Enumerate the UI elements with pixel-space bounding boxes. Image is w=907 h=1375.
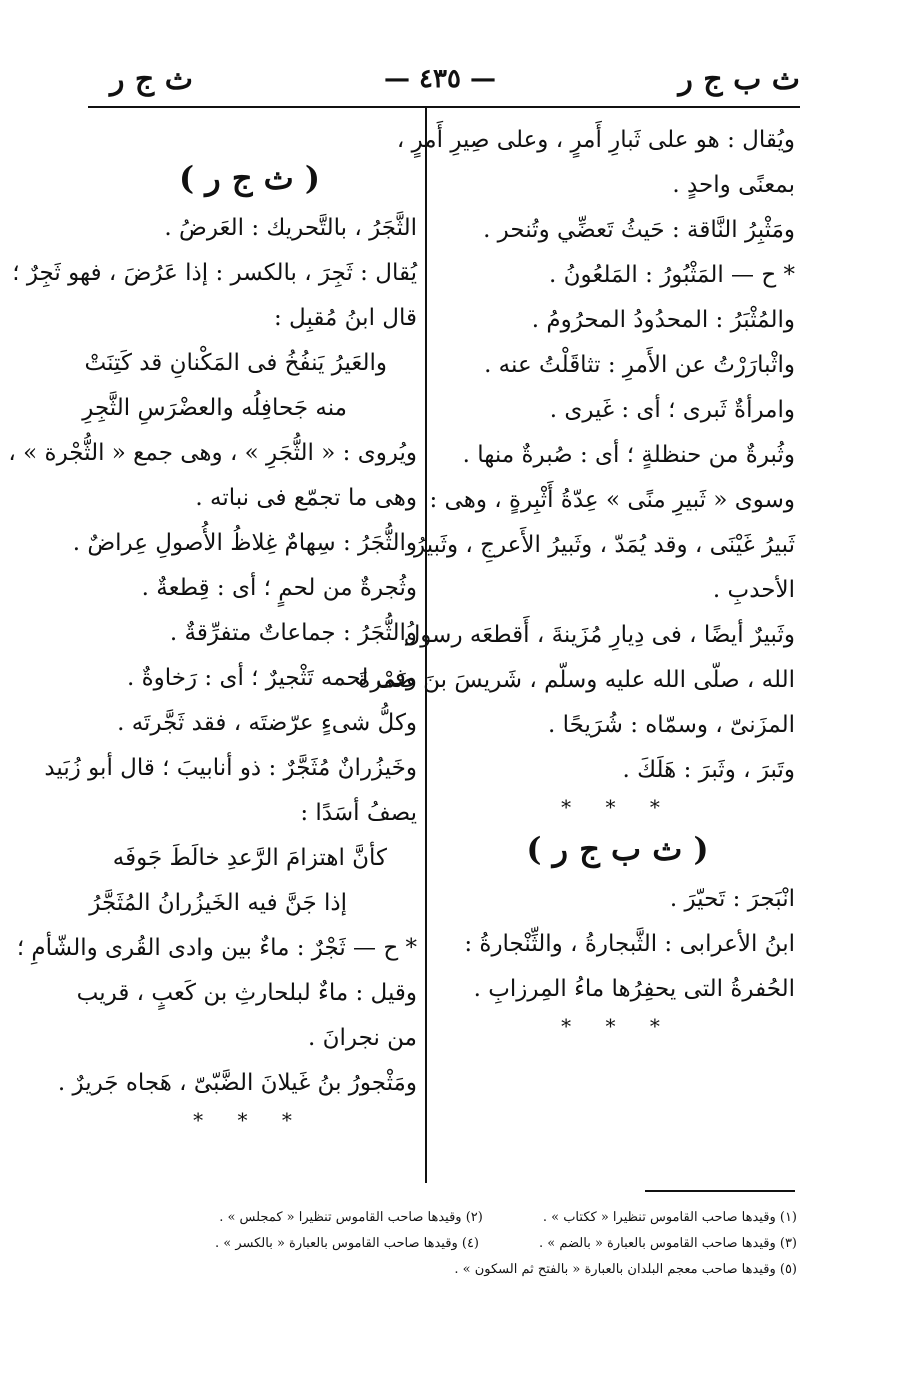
section-title: ( ث ج ر ) [178, 159, 321, 197]
footnote-3: (٣) وقيدها صاحب القاموس بالعبارة « بالضم » . [539, 1236, 797, 1251]
verse-line: إذا جَنَّ فيه الخَيزُرانُ المُثَجَّرُ [89, 890, 347, 916]
entry-line: ويُقال : هو على ثَبارِ أَمرٍ ، وعلى صِيرِ أَمرٍ ، [396, 127, 795, 153]
entry-line: * ح — المَثْبُورُ : المَلعُونُ . [548, 262, 795, 288]
footnote-1: (١) وقيدها صاحب القاموس تنظيرا « ككتاب » . [542, 1210, 797, 1225]
section-title: ( ث ب ج ر ) [526, 830, 709, 868]
entry-line: وثُبرةٌ من حنظلةٍ ؛ أى : صُبرةٌ منها . [462, 442, 795, 468]
entry-line: وهى ما تجمّع فى نباته . [195, 485, 417, 511]
header-rule [88, 106, 800, 108]
entry-line: الأحدبِ . [712, 577, 795, 603]
entry-line: ومَثْبِرُ النَّاقة : حَيثُ تَعضِّي وتُنحر . [483, 217, 795, 243]
entry-line: والثُّجَرُ : جماعاتٌ متفرِّقةٌ . [169, 620, 417, 646]
page-number: — ٤٣٥ — [383, 64, 497, 94]
footnote-4: (٤) وقيدها صاحب القاموس بالعبارة « بالكسر » . [214, 1236, 479, 1251]
entry-line: وكلُّ شىءٍ عرّضتَه ، فقد ثَجَّرتَه . [117, 710, 417, 736]
entry-line: واثْبارَرْتُ عن الأَمرِ : تثاقَلْتُ عنه . [484, 352, 795, 378]
entry-line: وسوى « ثَبيرِ منًى » عِدّةُ أَثْبِرةٍ ، وهى : [429, 487, 795, 513]
footnote-5: (٥) وقيدها صاحب معجم البلدان بالعبارة « بالفتح ثم السكون » . [454, 1262, 797, 1277]
entry-line: ابنُ الأعرابى : الثَّبجارةُ ، والثِّنْجارةُ : [464, 931, 795, 957]
entry-line: يُقال : ثَجِرَ ، بالكسر : إذا عَرُضَ ، فهو ثَجِرٌ ؛ [12, 260, 417, 286]
entry-line: من نجرانَ . [308, 1025, 417, 1051]
footnote-2: (٢) وقيدها صاحب القاموس تنظيرا « كمجلس » . [219, 1210, 483, 1225]
entry-line: وفى لحمه تَثْجيرٌ ؛ أى : رَخاوةٌ . [126, 665, 417, 691]
entry-line: والمُثْبَرُ : المحدُودُ المحرُومُ . [531, 307, 795, 333]
entry-line: وثُجرةٌ من لحمٍ ؛ أى : قِطعةٌ . [141, 575, 417, 601]
section-stars: * * * [561, 795, 674, 819]
entry-line: يصفُ أسَدًا : [300, 800, 417, 826]
verse-line: والعَيرُ يَنفُخُ فى المَكْنانِ قد كَتِنَتْ [84, 350, 387, 376]
entry-line: وقيل : ماءٌ لبلحارثِ بن كَعبٍ ، قريب [76, 980, 417, 1006]
entry-line: الحُفرةُ التى يحفِرُها ماءُ المِرزابِ . [473, 976, 795, 1002]
footnote-rule [645, 1190, 795, 1192]
entry-line: ثَبيرُ غَيْنَى ، وقد يُمَدّ ، وثَبيرُ الأَعرجِ ، وثَبيرُ [414, 532, 795, 558]
entry-line: ومَثْجورُ بنُ غَيلانَ الضَّبّىّ ، هَجاه جَريرٌ . [57, 1070, 417, 1096]
entry-line: وثَبيرٌ أيضًا ، فى دِيارِ مُزَينةَ ، أَقطعَه رسولُ [403, 622, 795, 648]
page-header [80, 62, 800, 102]
end-stars: * * * [193, 1108, 306, 1132]
entry-line: وتَبرَ ، وثَبرَ : هَلَكَ . [622, 757, 795, 783]
entry-line: المزَنىّ ، وسمّاه : شُرَيحًا . [548, 712, 795, 738]
end-stars: * * * [561, 1014, 674, 1038]
entry-line: انْبَجرَ : تَحيّرَ . [669, 886, 795, 912]
entry-line: بمعنًى واحدٍ . [672, 172, 795, 198]
entry-line: الله ، صلّى الله عليه وسلّم ، شَريسَ بنَ ضَمْرةَ [358, 667, 795, 693]
entry-line: وخَيزُرانٌ مُثَجَّرٌ : ذو أنابيبَ ؛ قال أبو زُبَيد [44, 755, 417, 781]
header-left-root: ث ج ر [110, 62, 193, 97]
entry-line: قال ابنُ مُقبِل : [273, 305, 417, 331]
entry-line: وامرأةٌ ثَبرى ؛ أى : غَيرى . [549, 397, 795, 423]
entry-line: والثُّجَرُ : سِهامٌ غِلاظُ الأُصولِ عِراضٌ . [72, 530, 417, 556]
entry-line: الثَّجَرُ ، بالتَّحريك : العَرضُ . [164, 215, 417, 241]
verse-line: كأنَّ اهتزامَ الرَّعدِ خالَطَ جَوفَه [112, 845, 387, 871]
entry-line: * ح — ثَجْرٌ : ماءٌ بين وادى القُرى والشّأمِ ؛ [16, 935, 417, 961]
header-right-root: ث ب ج ر [678, 62, 800, 97]
left-column [8, 150, 417, 1134]
footnotes [82, 1205, 797, 1283]
verse-line: منه جَحافِلُه والعضْرَسِ الثَّجِرِ [82, 395, 347, 421]
entry-line: ويُروى : « الثُّجَرِ » ، وهى جمع « الثُّجْرة » ، [8, 440, 417, 466]
